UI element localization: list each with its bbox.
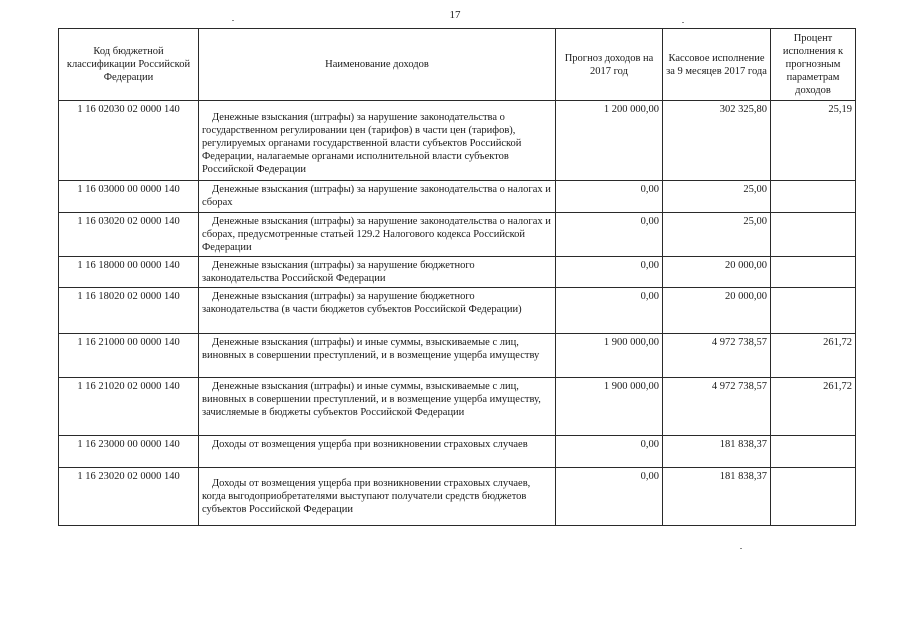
scan-speck — [740, 548, 742, 549]
row-name: Денежные взыскания (штрафы) за нарушение бюджетного законодательства (в части бюджетов субъектов Российской Федерации) — [202, 291, 522, 315]
row-forecast: 1 900 000,00 — [556, 334, 663, 378]
header-executed: Кассовое исполнение за 9 месяцев 2017 года — [663, 29, 771, 101]
scan-speck — [232, 20, 234, 21]
row-percent: 261,72 — [771, 334, 856, 378]
table-row — [59, 257, 856, 288]
row-code: 1 16 21020 02 0000 140 — [59, 378, 199, 436]
scan-speck — [682, 22, 684, 23]
row-name: Денежные взыскания (штрафы) и иные суммы, взыскиваемые с лиц, виновных в совершении преступлений, и в возмещение ущерба имуществу, зачисляемые в бюджеты субъектов Российской Федерации — [202, 381, 541, 418]
row-forecast: 0,00 — [556, 257, 663, 288]
row-code: 1 16 18020 02 0000 140 — [59, 288, 199, 334]
row-percent — [771, 213, 856, 257]
table-row — [59, 468, 856, 526]
table-row — [59, 378, 856, 436]
row-forecast: 0,00 — [556, 288, 663, 334]
row-code: 1 16 03020 02 0000 140 — [59, 213, 199, 257]
row-executed: 302 325,80 — [663, 101, 771, 181]
row-name: Денежные взыскания (штрафы) за нарушение законодательства о налогах и сборах — [202, 184, 551, 208]
header-forecast: Прогноз доходов на 2017 год — [556, 29, 663, 101]
row-executed: 181 838,37 — [663, 468, 771, 526]
row-forecast: 0,00 — [556, 213, 663, 257]
table-row — [59, 101, 856, 181]
row-forecast: 1 900 000,00 — [556, 378, 663, 436]
row-name: Доходы от возмещения ущерба при возникновении страховых случаев, когда выгодоприобретателями выступают получатели средств бюджетов субъектов Российской Федерации — [202, 478, 531, 515]
row-executed: 20 000,00 — [663, 288, 771, 334]
header-percent: Процент исполнения к прогнозным параметрам доходов — [771, 29, 856, 101]
row-percent — [771, 436, 856, 468]
row-code: 1 16 21000 00 0000 140 — [59, 334, 199, 378]
row-executed: 4 972 738,57 — [663, 334, 771, 378]
row-percent: 261,72 — [771, 378, 856, 436]
row-name: Денежные взыскания (штрафы) за нарушение бюджетного законодательства Российской Федерации — [202, 260, 475, 284]
row-name: Денежные взыскания (штрафы) за нарушение законодательства о налогах и сборах, предусмотренные статьей 129.2 Налогового кодекса Российской Федерации — [202, 216, 551, 253]
row-executed: 4 972 738,57 — [663, 378, 771, 436]
header-code: Код бюджетной классификации Российской Федерации — [59, 29, 199, 101]
page-number: 17 — [449, 9, 461, 21]
budget-revenue-table — [58, 28, 856, 526]
table-row — [59, 436, 856, 468]
row-forecast: 1 200 000,00 — [556, 101, 663, 181]
table-row — [59, 288, 856, 334]
row-code: 1 16 02030 02 0000 140 — [59, 101, 199, 181]
row-forecast: 0,00 — [556, 181, 663, 213]
row-executed: 181 838,37 — [663, 436, 771, 468]
row-percent — [771, 468, 856, 526]
table-row — [59, 334, 856, 378]
row-name: Доходы от возмещения ущерба при возникновении страховых случаев — [212, 439, 528, 450]
row-code: 1 16 23020 02 0000 140 — [59, 468, 199, 526]
row-executed: 25,00 — [663, 213, 771, 257]
row-percent — [771, 257, 856, 288]
row-executed: 25,00 — [663, 181, 771, 213]
row-code: 1 16 03000 00 0000 140 — [59, 181, 199, 213]
row-executed: 20 000,00 — [663, 257, 771, 288]
table-header-row — [59, 29, 856, 101]
header-name: Наименование доходов — [199, 29, 556, 101]
row-code: 1 16 18000 00 0000 140 — [59, 257, 199, 288]
row-name: Денежные взыскания (штрафы) за нарушение законодательства о государственном регулировании цен (тарифов) в части цен (тарифов), регулируемых органами государственной власти субъектов Российской Федерации, налагаемые органами исполнительной власти субъектов Российской Федерации — [202, 112, 522, 175]
table-row — [59, 181, 856, 213]
row-percent: 25,19 — [771, 101, 856, 181]
table-row — [59, 213, 856, 257]
row-forecast: 0,00 — [556, 436, 663, 468]
row-percent — [771, 181, 856, 213]
row-forecast: 0,00 — [556, 468, 663, 526]
row-name: Денежные взыскания (штрафы) и иные суммы, взыскиваемые с лиц, виновных в совершении преступлений, и в возмещение ущерба имуществу — [202, 337, 540, 361]
row-code: 1 16 23000 00 0000 140 — [59, 436, 199, 468]
row-percent — [771, 288, 856, 334]
